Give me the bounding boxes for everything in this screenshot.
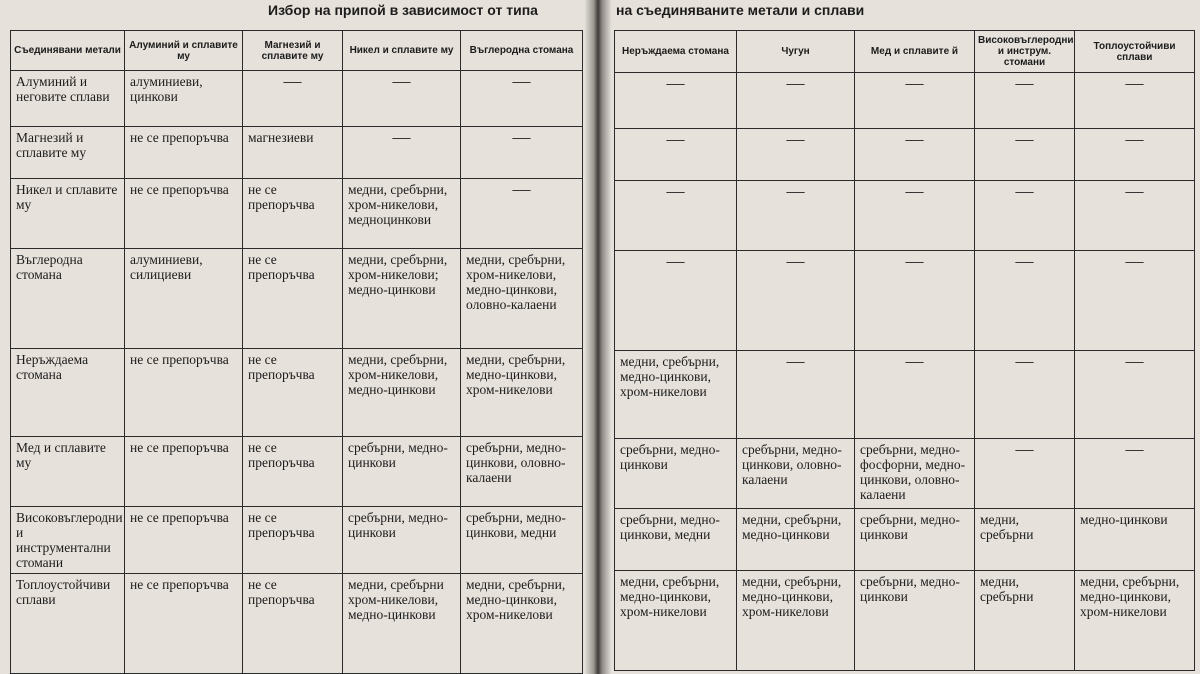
table-cell: не се препоръчва: [125, 507, 243, 574]
table-row: [615, 439, 1195, 509]
table-title-right: на съединяваните метали и сплави: [616, 2, 865, 18]
table-cell: не се препоръчва: [125, 437, 243, 507]
table-cell: не се препоръчва: [125, 349, 243, 437]
row-metal-name: Високовъглеродни и инструментални стомани: [11, 507, 125, 574]
table-cell: магнезиеви: [243, 127, 343, 179]
table-cell: —: [737, 251, 855, 351]
table-cell: —: [343, 71, 461, 127]
table-cell: сребърни, медно-цинкови: [343, 507, 461, 574]
table-cell: —: [1075, 251, 1195, 351]
table-cell: медни, сребърни, хром-никелови; медно-цинкови: [343, 249, 461, 349]
table-cell: —: [1075, 439, 1195, 509]
table-row: [615, 571, 1195, 671]
row-metal-name: Магнезий и сплавите му: [11, 127, 125, 179]
table-cell: не се препоръчва: [125, 179, 243, 249]
table-cell: —: [1075, 351, 1195, 439]
table-cell: не се препоръчва: [243, 179, 343, 249]
table-cell: —: [737, 351, 855, 439]
table-cell: —: [243, 71, 343, 127]
table-cell: —: [461, 179, 583, 249]
column-header: Въглеродна стомана: [461, 31, 583, 71]
table-cell: —: [975, 181, 1075, 251]
row-metal-name: Мед и сплавите му: [11, 437, 125, 507]
table-row: [615, 129, 1195, 181]
table-row: [11, 349, 583, 437]
table-cell: медни, сребърни: [975, 571, 1075, 671]
table-row: [11, 127, 583, 179]
table-cell: —: [343, 127, 461, 179]
table-row: [11, 574, 583, 674]
row-metal-name: Алуминий и неговите сплави: [11, 71, 125, 127]
table-row: [615, 181, 1195, 251]
table-cell: —: [737, 129, 855, 181]
table-cell: алуминиеви, цинкови: [125, 71, 243, 127]
row-metal-name: Въглеродна стомана: [11, 249, 125, 349]
column-header: Никел и сплавите му: [343, 31, 461, 71]
table-cell: сребърни, медно-цинкови, медни: [461, 507, 583, 574]
table-cell: —: [855, 181, 975, 251]
table-cell: медни, сребърни, медно-цинкови: [737, 509, 855, 571]
table-cell: медни, сребърни, медно-цинкови, хром-никелови: [461, 574, 583, 674]
table-cell: не се препоръчва: [243, 574, 343, 674]
table-row: [11, 71, 583, 127]
table-cell: медно-цинкови: [1075, 509, 1195, 571]
table-cell: —: [855, 251, 975, 351]
table-cell: сребърни, медно-цинкови, оловно-калаени: [461, 437, 583, 507]
table-cell: сребърни, медно-цинкови, оловно-калаени: [737, 439, 855, 509]
table-cell: —: [737, 73, 855, 129]
table-cell: не се препоръчва: [243, 249, 343, 349]
table-cell: —: [737, 181, 855, 251]
solder-table-left-page: [10, 30, 583, 674]
table-cell: —: [975, 251, 1075, 351]
row-metal-name: Неръждаема стомана: [11, 349, 125, 437]
table-row: [11, 179, 583, 249]
table-row: [11, 507, 583, 574]
table-cell: —: [1075, 73, 1195, 129]
table-cell: не се препоръчва: [125, 574, 243, 674]
table-cell: —: [855, 351, 975, 439]
table-cell: не се препоръчва: [243, 437, 343, 507]
column-header: Чугун: [737, 31, 855, 73]
book-gutter: [584, 0, 612, 674]
table-row: [615, 351, 1195, 439]
table-cell: медни, сребърни, медно-цинкови, хром-никелови: [615, 351, 737, 439]
table-row: [615, 251, 1195, 351]
solder-table-right-page: [614, 30, 1195, 671]
table-cell: сребърни, медно-цинкови, медни: [615, 509, 737, 571]
table-cell: медни, сребърни, медно-цинкови, хром-никелови: [1075, 571, 1195, 671]
table-cell: —: [1075, 129, 1195, 181]
table-cell: не се препоръчва: [243, 507, 343, 574]
table-cell: —: [615, 129, 737, 181]
column-header: Съединявани метали: [11, 31, 125, 71]
column-header: Мед и сплавите й: [855, 31, 975, 73]
table-title-left: Избор на припой в зависимост от типа: [268, 2, 538, 18]
table-row: [615, 73, 1195, 129]
table-cell: —: [975, 351, 1075, 439]
table-cell: не се препоръчва: [125, 127, 243, 179]
table-cell: сребърни, медно-цинкови: [855, 509, 975, 571]
row-metal-name: Никел и сплавите му: [11, 179, 125, 249]
table-cell: —: [1075, 181, 1195, 251]
table-cell: сребърни, медно-цинкови: [855, 571, 975, 671]
table-cell: медни, сребърни, хром-никелови, медноцинкови: [343, 179, 461, 249]
table-cell: не се препоръчва: [243, 349, 343, 437]
table-cell: медни, сребърни, медно-цинкови, хром-никелови: [737, 571, 855, 671]
column-header: Топлоустойчиви сплави: [1075, 31, 1195, 73]
table-cell: медни, сребърни: [975, 509, 1075, 571]
table-cell: сребърни, медно-цинкови: [615, 439, 737, 509]
table-cell: медни, сребърни, хром-никелови, медно-цинкови: [343, 349, 461, 437]
table-row: [615, 509, 1195, 571]
table-cell: —: [855, 129, 975, 181]
column-header: Магнезий и сплавите му: [243, 31, 343, 71]
table-cell: медни, сребърни, хром-никелови, медно-цинкови, оловно-калаени: [461, 249, 583, 349]
table-cell: —: [615, 181, 737, 251]
table-cell: —: [615, 73, 737, 129]
table-cell: сребърни, медно-фосфорни, медно-цинкови, оловно-калаени: [855, 439, 975, 509]
table-cell: —: [975, 73, 1075, 129]
table-row: [11, 437, 583, 507]
table-cell: —: [975, 129, 1075, 181]
table-cell: —: [855, 73, 975, 129]
table-cell: —: [975, 439, 1075, 509]
table-cell: —: [461, 127, 583, 179]
column-header: Високовъглеродни и инструм. стомани: [975, 31, 1075, 73]
table-cell: сребърни, медно-цинкови: [343, 437, 461, 507]
column-header: Алуминий и сплавите му: [125, 31, 243, 71]
column-header: Неръждаема стомана: [615, 31, 737, 73]
table-cell: —: [461, 71, 583, 127]
table-cell: медни, сребърни хром-никелови, медно-цинкови: [343, 574, 461, 674]
table-cell: медни, сребърни, медно-цинкови, хром-никелови: [461, 349, 583, 437]
table-row: [11, 249, 583, 349]
table-cell: медни, сребърни, медно-цинкови, хром-никелови: [615, 571, 737, 671]
table-cell: —: [615, 251, 737, 351]
table-cell: алуминиеви, силициеви: [125, 249, 243, 349]
row-metal-name: Топлоустойчиви сплави: [11, 574, 125, 674]
